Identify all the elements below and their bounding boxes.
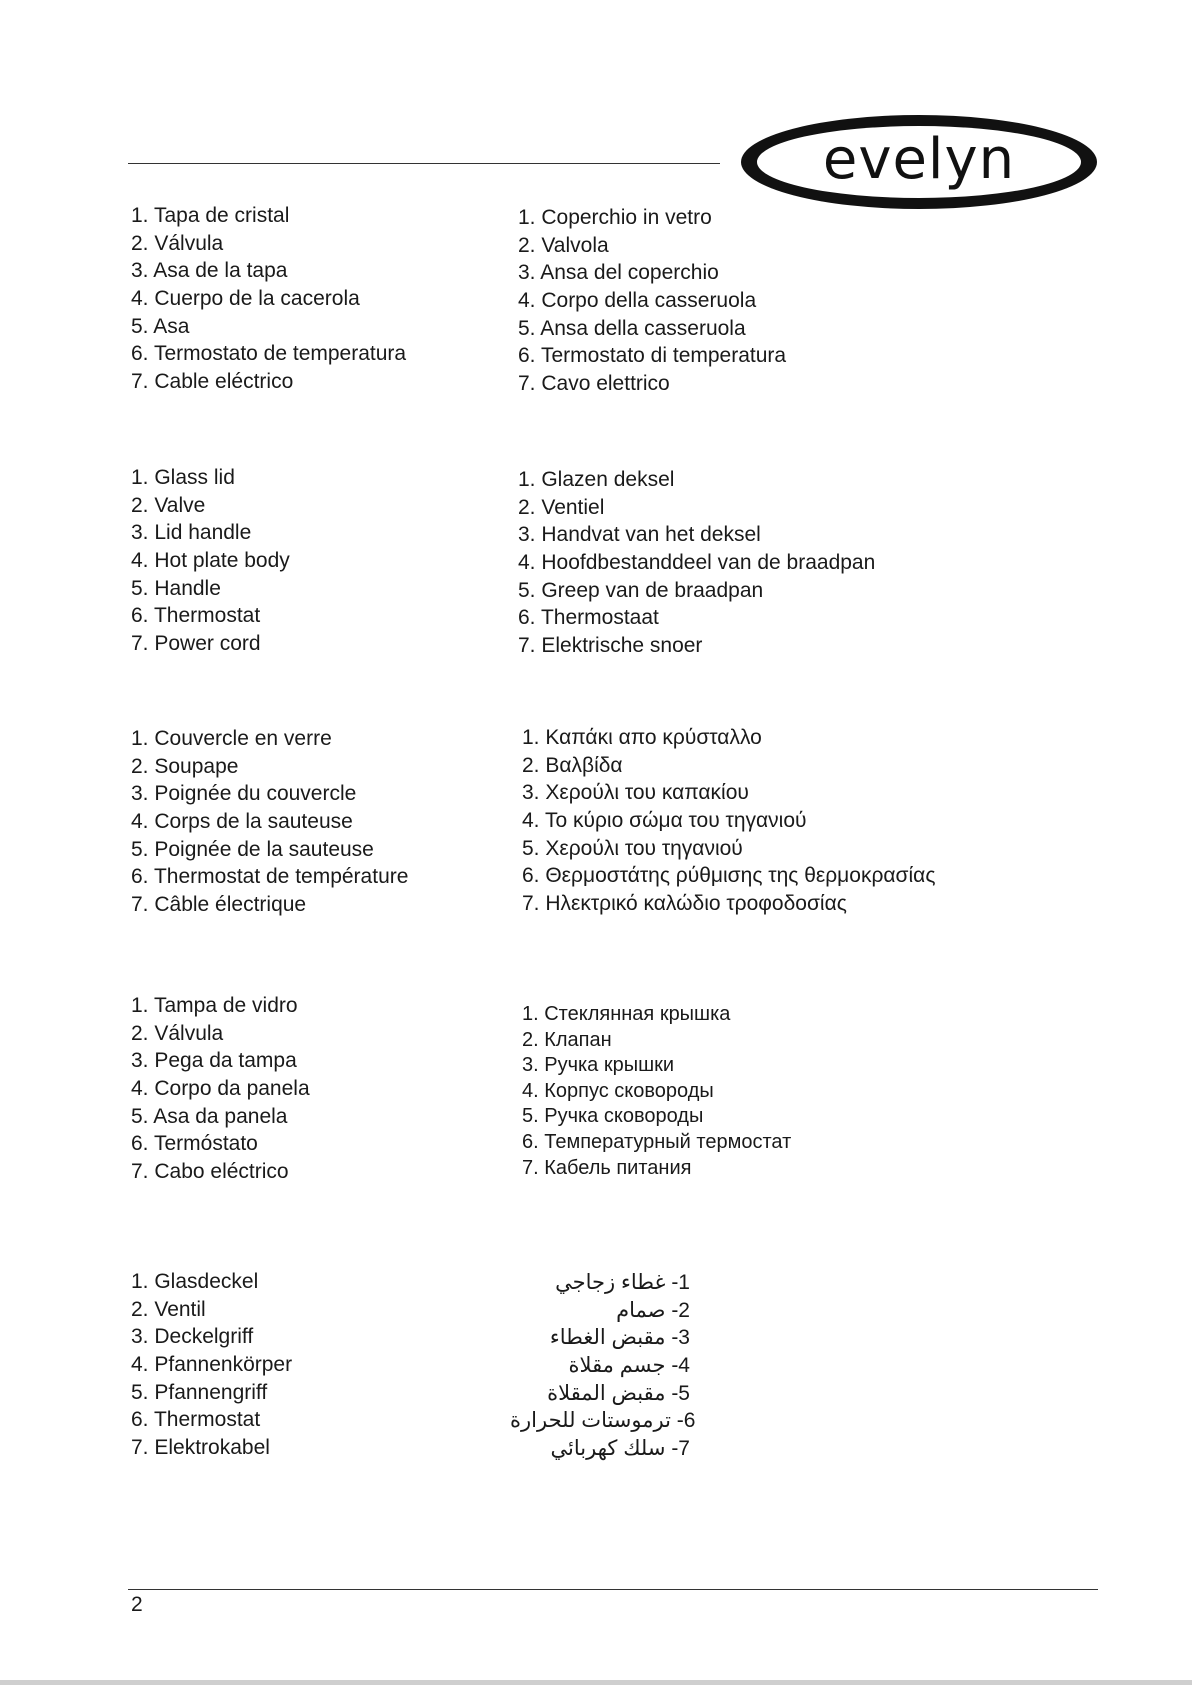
list-item: 5. Ansa della casseruola (518, 316, 746, 340)
list-item: 7. Câble électrique (131, 893, 307, 917)
evelyn-logo-icon (738, 112, 1100, 212)
list-item: 7. Cable eléctrico (131, 370, 294, 394)
list-item: 5. Asa (131, 314, 190, 338)
parts-list-german (131, 1268, 292, 1462)
list-item-number: -1 (671, 1271, 690, 1294)
list-item: 1. Tapa de cristal (131, 204, 290, 227)
list-item: 1. Couvercle en verre (131, 727, 332, 750)
list-item: 3. Asa de la tapa (131, 259, 288, 283)
list-item: 4. Cuerpo de la cacerola (131, 287, 360, 311)
list-item: 7. Power cord (131, 632, 261, 656)
list-item: 6. Thermostat de température (131, 865, 409, 889)
parts-list-french (131, 725, 408, 919)
parts-list-russian (522, 1002, 791, 1181)
list-item: 6. Температурный термостат (522, 1130, 792, 1153)
parts-list-arabic (510, 1269, 696, 1463)
list-item: 5. Handle (131, 576, 221, 600)
list-item: 4. Hot plate body (131, 549, 290, 573)
list-item: 4. Корпус сковороды (522, 1079, 714, 1102)
brand-logo (738, 112, 1100, 212)
list-item: 6. Termóstato (131, 1132, 258, 1156)
list-item-text: جسم مقلاة (568, 1354, 666, 1378)
list-item: 6. Termostato de temperatura (131, 342, 407, 366)
list-item: 6. Θερμοστάτης ρύθμισης της θερμοκρασίας (522, 864, 936, 888)
parts-list-spanish (131, 202, 406, 396)
list-item-number: -3 (671, 1326, 690, 1350)
list-item (510, 1407, 696, 1435)
parts-list-english (131, 464, 290, 658)
list-item: 5. Greep van de braadpan (518, 578, 764, 602)
list-item: 5. Χερούλι του τηγανιού (522, 836, 743, 860)
list-item-number: -7 (671, 1437, 690, 1461)
parts-list-portuguese (131, 992, 310, 1186)
list-item: 5. Poignée de la sauteuse (131, 837, 374, 861)
list-item (510, 1435, 690, 1463)
list-item: 4. Corpo da panela (131, 1077, 310, 1101)
list-item-number: -6 (676, 1409, 696, 1433)
svg-text:evelyn: evelyn (822, 127, 1016, 192)
list-item-number: -2 (671, 1298, 690, 1322)
header-rule (128, 163, 720, 164)
list-item (510, 1352, 690, 1380)
list-item: 5. Ручка сковороды (522, 1105, 704, 1128)
list-item: 3. Χερούλι του καπακίου (522, 781, 749, 805)
list-item: 4. Corps de la sauteuse (131, 810, 353, 834)
list-item-number: -5 (671, 1381, 690, 1405)
list-item-number: -4 (671, 1354, 690, 1378)
parts-list-italian (518, 204, 786, 398)
list-item: 5. Asa da panela (131, 1104, 288, 1128)
list-item: 7. Cabo eléctrico (131, 1160, 289, 1184)
list-item: 4. Hoofdbestanddeel van de braadpan (518, 551, 876, 575)
list-item: 2. Ventil (131, 1297, 206, 1321)
list-item: 2. Βαλβίδα (522, 753, 623, 777)
list-item: 3. Handvat van het deksel (518, 523, 761, 547)
list-item: 3. Poignée du couvercle (131, 782, 357, 806)
list-item: 3. Pega da tampa (131, 1049, 297, 1073)
page-number: 2 (131, 1593, 143, 1616)
list-item (510, 1297, 690, 1325)
parts-list-greek (522, 724, 935, 918)
list-item: 7. Elektrokabel (131, 1436, 270, 1460)
list-item (510, 1269, 690, 1297)
list-item-text: سلك كهربائي (550, 1437, 666, 1461)
list-item: 2. Válvula (131, 1021, 224, 1045)
list-item: 2. Клапан (522, 1028, 612, 1051)
list-item (510, 1324, 690, 1352)
list-item (510, 1380, 690, 1408)
list-item: 7. Cavo elettrico (518, 372, 670, 396)
list-item: 4. Το κύριο σώμα του τηγανιού (522, 809, 807, 833)
list-item: 3. Deckelgriff (131, 1325, 254, 1349)
list-item: 6. Thermostat (131, 604, 261, 628)
list-item: 6. Thermostaat (518, 606, 659, 630)
list-item-text: مقبض المقلاة (547, 1381, 666, 1405)
list-item: 3. Ansa del coperchio (518, 261, 719, 285)
list-item: 2. Valve (131, 493, 206, 517)
list-item-text: غطاء زجاجي (555, 1271, 666, 1294)
list-item: 1. Glazen deksel (518, 468, 675, 491)
list-item: 6. Termostato di temperatura (518, 344, 787, 368)
list-item: 1. Καπάκι απο κρύσταλλο (522, 726, 762, 749)
list-item: 1. Стеклянная крышка (522, 1003, 731, 1025)
list-item: 1. Glasdeckel (131, 1270, 259, 1293)
parts-list-dutch (518, 466, 875, 660)
list-item: 1. Tampa de vidro (131, 994, 298, 1017)
footer-rule (128, 1589, 1098, 1590)
list-item-text: ترموستات للحرارة (510, 1409, 671, 1433)
list-item-text: مقبض الغطاء (549, 1326, 666, 1350)
list-item: 4. Corpo della casseruola (518, 289, 757, 313)
list-item: 6. Thermostat (131, 1408, 261, 1432)
list-item: 1. Glass lid (131, 466, 235, 489)
list-item: 2. Válvula (131, 231, 224, 255)
list-item: 5. Pfannengriff (131, 1380, 268, 1404)
list-item: 7. Ηλεκτρικό καλώδιο τροφοδοσίας (522, 892, 847, 916)
list-item: 1. Coperchio in vetro (518, 206, 712, 229)
list-item: 7. Кабель питания (522, 1156, 692, 1179)
page-edge (0, 1680, 1192, 1685)
list-item: 4. Pfannenkörper (131, 1353, 293, 1377)
list-item-text: صمام (616, 1298, 666, 1322)
list-item: 2. Soupape (131, 754, 239, 778)
list-item: 2. Ventiel (518, 495, 605, 519)
list-item: 2. Valvola (518, 233, 609, 257)
list-item: 7. Elektrische snoer (518, 634, 703, 658)
list-item: 3. Lid handle (131, 521, 252, 545)
list-item: 3. Ручка крышки (522, 1054, 675, 1077)
